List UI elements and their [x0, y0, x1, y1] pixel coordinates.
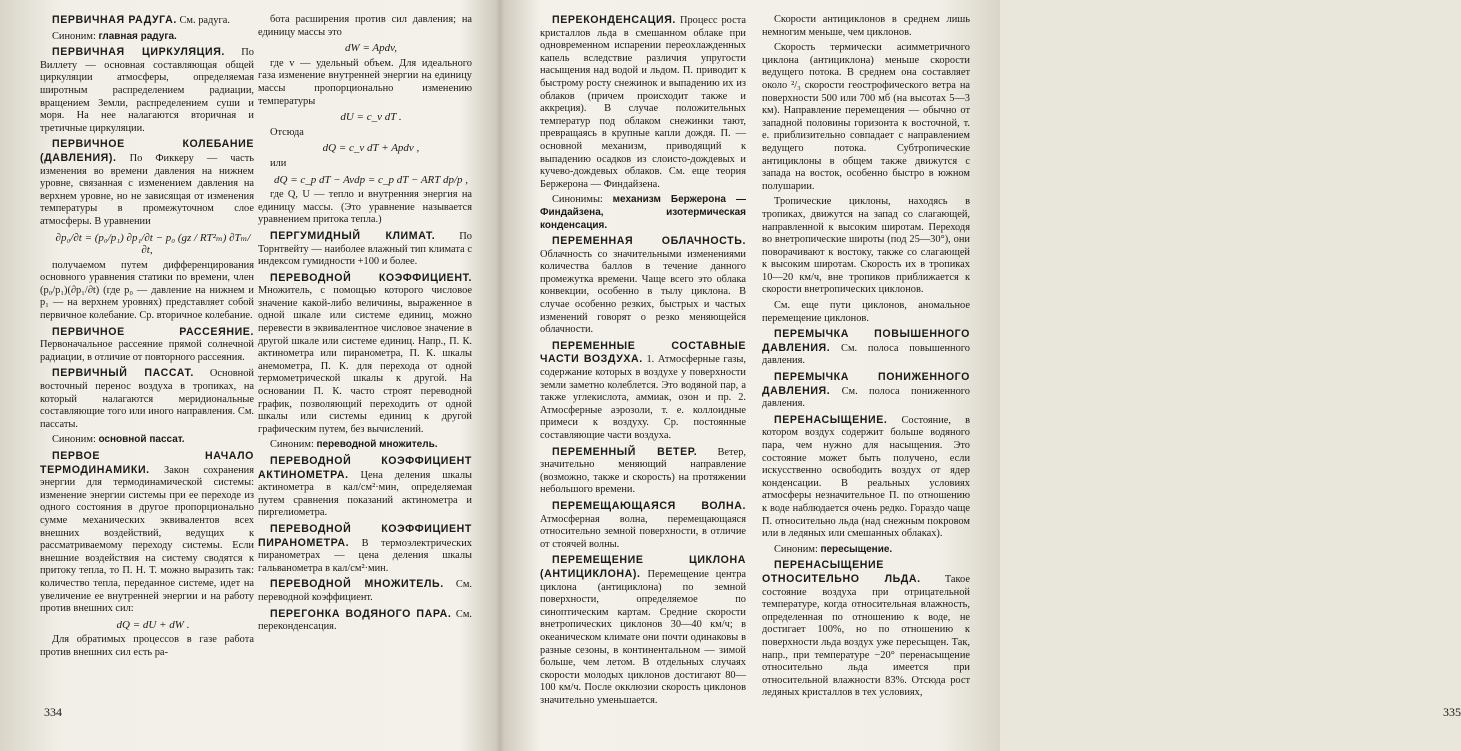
entry-text: Множитель, с помощью которого числовое значение какой-либо величины, выраженное в одной шкале или системе единиц, можно перевести в эквивалентное числовое значение в другой шкале или системе единиц. Напр., П. К. актинометра или пиранометра, П. К. шкалы анемометра, П. К. для перехода от одной термометрической шкалы к другой. На основании П. К. часто строят переводной график, позволяющий переходить от одной шкалы или системы единиц к другой графическим путем, без вычислений.	[258, 285, 472, 435]
entry-headword: ПЕРЕВОДНОЙ МНОЖИТЕЛЬ.	[270, 578, 444, 591]
column-3	[540, 14, 746, 704]
entry-text: См. полоса пониженного давления.	[762, 385, 970, 410]
entry-text: Состояние, в котором воздух содержит больше водяного пара, чем нужно для насыщения. Это состояние может быть получено, если искусственно освободить воздух от ядер конденсации. В реальных условиях атмосферы незначительное П. по отношению к воде наблюдается очень редко. Гораздо чаще П. относительно льда (над снежным покровом или в ледяных или смешанных облаках).	[762, 414, 970, 540]
synonym-label: Синонимы:	[552, 194, 613, 206]
entry-text: По Фиккеру — часть изменения во времени давления на нижнем уровне, связанная с изменением давления на верхнем уровне, но не зависящая от изменения температуры в промежуточном слое атмосферы. В уравнении	[40, 152, 254, 227]
entry-headword: ПЕРЕГОНКА ВОДЯНОГО ПАРА.	[270, 607, 452, 620]
dictionary-entry	[258, 230, 472, 269]
formula: ∂p₀/∂t = (p₀/p₁) ∂p₁/∂t − p₀ (gz / RT²ₘ) ∂Tₘ/∂t,	[55, 231, 251, 257]
dictionary-entry	[762, 371, 970, 411]
synonym-line	[540, 194, 746, 232]
left-page	[0, 0, 500, 751]
entry-headword: ПЕРЕМЕННЫЕ СОСТАВНЫЕ ЧАСТИ ВОЗДУХА.	[540, 339, 746, 366]
entry-text: Ветер, значительно меняющий направление (возможно, также и скорость) на протяжении небольшого времени.	[540, 446, 746, 496]
column-2	[258, 14, 472, 704]
synonym-term: основной пассат.	[98, 434, 185, 446]
synonym-line	[762, 544, 970, 557]
paragraph: получаемом путем дифференцирования основного уравнения статики по времени, член (p₀/p₁)(∂p₁/∂t) (где p₀ — давление на нижнем и p₁ — на верхнем уровнях) представляет собой первичное колебание. Ср. вторичное колебание.	[40, 259, 254, 322]
synonym-line	[40, 434, 254, 447]
synonym-term: механизм Бержерона — Финдайзена, изотермическая конденсация.	[540, 194, 746, 231]
formula: dQ = c_v dT + Apdv ,	[322, 142, 420, 155]
entry-text: Процесс роста кристаллов льда в смешанном облаке при одновременном испарении переохлажденных капель вследствие различия упругости насыщения над водой и льдом. П. приводит к быстрому росту снежинок и выпадению их из облаков (причем происходит также и аккреция). В случае положительных температур под облаком снежинки тают, превращаясь в крупные капли дождя. П. — основной механизм, приводящий к выпадению осадков из слоисто-дождевых и кучево-дождевых облаков. См. еще теория Бержерона — Финдайзена.	[540, 15, 746, 190]
dictionary-entry	[258, 578, 472, 604]
dictionary-entry	[540, 554, 746, 707]
formula: dW = Apdv,	[345, 42, 397, 55]
entry-headword: ПЕРВОЕ НАЧАЛО ТЕРМОДИНАМИКИ.	[40, 450, 254, 476]
entry-text: В термоэлектрических пиранометрах — цена деления шкалы гальванометра в кал/см²·мин.	[258, 537, 472, 574]
formula: dQ = c_p dT − Avdp = c_p dT − ART dp/p ,	[274, 173, 468, 186]
paragraph: где Q, U — тепло и внутренняя энергия на единицу массы. (Это уравнение называется уравнением притока тепла.)	[258, 189, 472, 226]
entry-headword: ПЕРВИЧНЫЙ ПАССАТ.	[52, 367, 194, 380]
synonym-line	[258, 439, 472, 452]
entry-text: По Торнтвейту — наиболее влажный тип климата с индексом гумидности +100 и более.	[258, 230, 472, 268]
column-4	[762, 14, 970, 704]
column-1	[40, 14, 254, 704]
entry-headword: ПЕРЕМЕННАЯ ОБЛАЧНОСТЬ.	[552, 235, 746, 248]
dictionary-entry	[540, 14, 746, 191]
dictionary-entry	[540, 340, 746, 443]
entry-text: Перемещение центра циклона (антициклона) по земной поверхности, определяемое по синоптическим картам. Средние скорости внетропических циклонов 30—40 км/ч; в океаническом климате они почти одинаковы в разные сезоны, в континентальном — зимой больше, чем летом. В отдельных случаях скорости молодых циклонов достигают 80—100 км/ч. После окклюзии скорость циклонов значительно уменьшается.	[540, 568, 746, 706]
entry-headword: ПЕРВИЧНОЕ РАССЕЯНИЕ.	[52, 325, 254, 338]
entry-headword: ПЕРВИЧНОЕ КОЛЕБАНИЕ (ДАВЛЕНИЯ).	[40, 138, 254, 164]
dictionary-entry	[258, 272, 472, 437]
dictionary-entry	[40, 46, 254, 135]
page-number-right: 335	[1443, 705, 1461, 719]
right-page	[500, 0, 1461, 751]
entry-text: См. переводной коэффициент.	[258, 579, 473, 603]
dictionary-entry	[40, 367, 254, 431]
dictionary-entry	[540, 500, 746, 551]
synonym-line	[40, 31, 254, 44]
synonym-term: переводной множитель.	[316, 439, 438, 451]
dictionary-entry	[762, 414, 970, 541]
entry-headword: ПЕРВИЧНАЯ РАДУГА.	[52, 14, 177, 26]
entry-headword: ПЕРЕВОДНОЙ КОЭФФИЦИЕНТ ПИРАНОМЕТРА.	[258, 522, 472, 549]
entry-text: Облачность со значительными изменениями количества баллов в течение данного промежутка времени. Чаще всего это облака конвекции, особенно в тылу циклона. В случае особенно резких, быстрых и частых изменений говорят о резко меняющейся облачности.	[540, 248, 746, 336]
synonym-label: Синоним:	[270, 439, 317, 451]
formula: dQ = dU + dW .	[116, 618, 190, 631]
dictionary-entry	[40, 138, 254, 228]
dictionary-entry	[258, 523, 472, 575]
entry-text: См. переконденсация.	[258, 608, 473, 633]
entry-headword: ПЕРЕВОДНОЙ КОЭФФИЦИЕНТ АКТИНОМЕТРА.	[258, 455, 472, 481]
dictionary-entry	[40, 450, 254, 616]
page-number-left: 334	[44, 705, 62, 719]
paragraph: бота расширения против сил давления; на единицу массы это	[258, 14, 472, 38]
paragraph: Для обратимых процессов в газе работа против внешних сил есть ра-	[40, 634, 254, 658]
synonym-term: пересыщение.	[820, 543, 893, 555]
entry-headword: ПЕРЕМЕННЫЙ ВЕТЕР.	[552, 445, 698, 458]
entry-text: Закон сохранения энергии для термодинамической системы: изменение энергии системы при ее переходе из одного состояния в другое пропорционально сумме механических эквивалентов всех внешних воздействий, ведущих к рассматриваемому переходу системы. Если внешние воздействия на систему сводятся к притоку тепла, то П. Н. Т. можно выразить так: количество тепла, переданное системе, идет на увеличение ее внутренней энергии и на работу против внешних сил:	[40, 464, 254, 615]
entry-text: См. полоса повышенного давления.	[762, 342, 970, 367]
synonym-label: Синоним:	[52, 434, 99, 446]
entry-headword: ПЕРЕМЫЧКА ПОВЫШЕННОГО ДАВЛЕНИЯ.	[762, 328, 970, 354]
dictionary-entry	[762, 559, 970, 700]
entry-text: 1. Атмосферные газы, содержание которых в воздухе у поверхности земли заметно колеблется. Это водяной пар, а также углекислота, аммиак, озон и пр. 2. Атмосферные аэрозоли, т. е. коллоидные примеси к воздуху. Ср. постоянные составляющие части воздуха.	[540, 354, 746, 441]
paragraph: См. еще пути циклонов, аномальное перемещение циклонов.	[762, 300, 970, 324]
dictionary-entry	[540, 446, 746, 497]
formula: dU = c_v dT .	[340, 111, 402, 124]
synonym-label: Синоним:	[52, 30, 99, 42]
entry-headword: ПЕРВИЧНАЯ ЦИРКУЛЯЦИЯ.	[52, 46, 225, 59]
dictionary-entry	[40, 14, 254, 28]
entry-text: См. радуга.	[176, 15, 230, 26]
entry-text: Такое состояние воздуха при отрицательной температуре, когда относительная влажность, определенная по отношению к воде, не достигает 100%, но по отношению к поверхности льда воздух уже пересыщен. Так, напр., при температуре −20° перенасыщение относительно льда имеется при относительной влажности 83%. Отсюда рост ледяных кристаллов в тех условиях,	[762, 573, 970, 699]
dictionary-entry	[762, 328, 970, 368]
entry-headword: ПЕРЕМЕЩЕНИЕ ЦИКЛОНА (АНТИЦИКЛОНА).	[540, 554, 746, 580]
paragraph: Тропические циклоны, находясь в тропиках, движутся на запад со слагающей, направленной к высоким широтам. Переходя во внетропические широты (под 25—30°), они поворачивают к востоку, также со слагающей к высоким широтам. Скорость их в тропиках 10—20 км/ч, вне тропиков приближается к скорости внетропических циклонов.	[762, 196, 970, 296]
entry-text: Цена деления шкалы актинометра в кал/см²·мин, определяемая путем сравнения показаний актинометра и пиргелиометра.	[258, 469, 472, 519]
entry-headword: ПЕРЕМЫЧКА ПОНИЖЕННОГО ДАВЛЕНИЯ.	[762, 371, 970, 397]
entry-text: Первоначальное рассеяние прямой солнечной радиации, в отличие от повторного рассеяния.	[40, 339, 254, 363]
entry-text: По Виллету — основная составляющая общей циркуляции атмосферы, определяемая широтным распределением радиации, вращением Земли, распределением суши и моря. На нее налагаются вторичная и третичные циркуляции.	[40, 47, 254, 134]
paragraph: Скорость термически асимметричного циклона (антициклона) меньше скорости ведущего потока. В среднем она составляет около ²/₃ скорости геострофического ветра на поверхности 500 или 700 мб (на высотах 5—3 км). Направление перемещения — обычно от западной половины горизонта к восточной, т. е. приблизительно совпадает с направлением ведущего потока. Субтропические антициклоны в общем также движутся с запада на восток, особенно быстро в южном полушарии.	[762, 42, 970, 192]
synonym-label: Синоним:	[774, 543, 821, 555]
paragraph: или	[270, 157, 287, 169]
synonym-term: главная радуга.	[98, 30, 177, 42]
paragraph: где v — удельный объем. Для идеального газа изменение внутренней энергии на единицу массы пропорционально изменению температуры	[258, 57, 472, 107]
paragraph: Отсюда	[270, 126, 304, 138]
dictionary-entry	[40, 326, 254, 365]
paragraph: Скорости антициклонов в среднем лишь немногим меньше, чем циклонов.	[762, 14, 970, 38]
entry-headword: ПЕРЕМЕЩАЮЩАЯСЯ ВОЛНА.	[552, 499, 746, 512]
entry-headword: ПЕРЕНАСЫЩЕНИЕ ОТНОСИТЕЛЬНО ЛЬДА.	[762, 559, 921, 585]
entry-headword: ПЕРГУМИДНЫЙ КЛИМАТ.	[270, 229, 436, 242]
entry-text: Атмосферная волна, перемещающаяся относительно земной поверхности, в отличие от стоячей волны.	[540, 513, 746, 550]
dictionary-entry	[540, 235, 746, 337]
entry-headword: ПЕРЕВОДНОЙ КОЭФФИЦИЕНТ.	[270, 271, 472, 284]
entry-text: Основной восточный перенос воздуха в тропиках, на который налагаются меридиональные составляющие того или иного направления. См. пассаты.	[40, 368, 254, 430]
entry-headword: ПЕРЕКОНДЕНСАЦИЯ.	[552, 14, 676, 26]
entry-headword: ПЕРЕНАСЫЩЕНИЕ.	[774, 413, 888, 426]
dictionary-entry	[258, 608, 472, 634]
dictionary-entry	[258, 455, 472, 520]
